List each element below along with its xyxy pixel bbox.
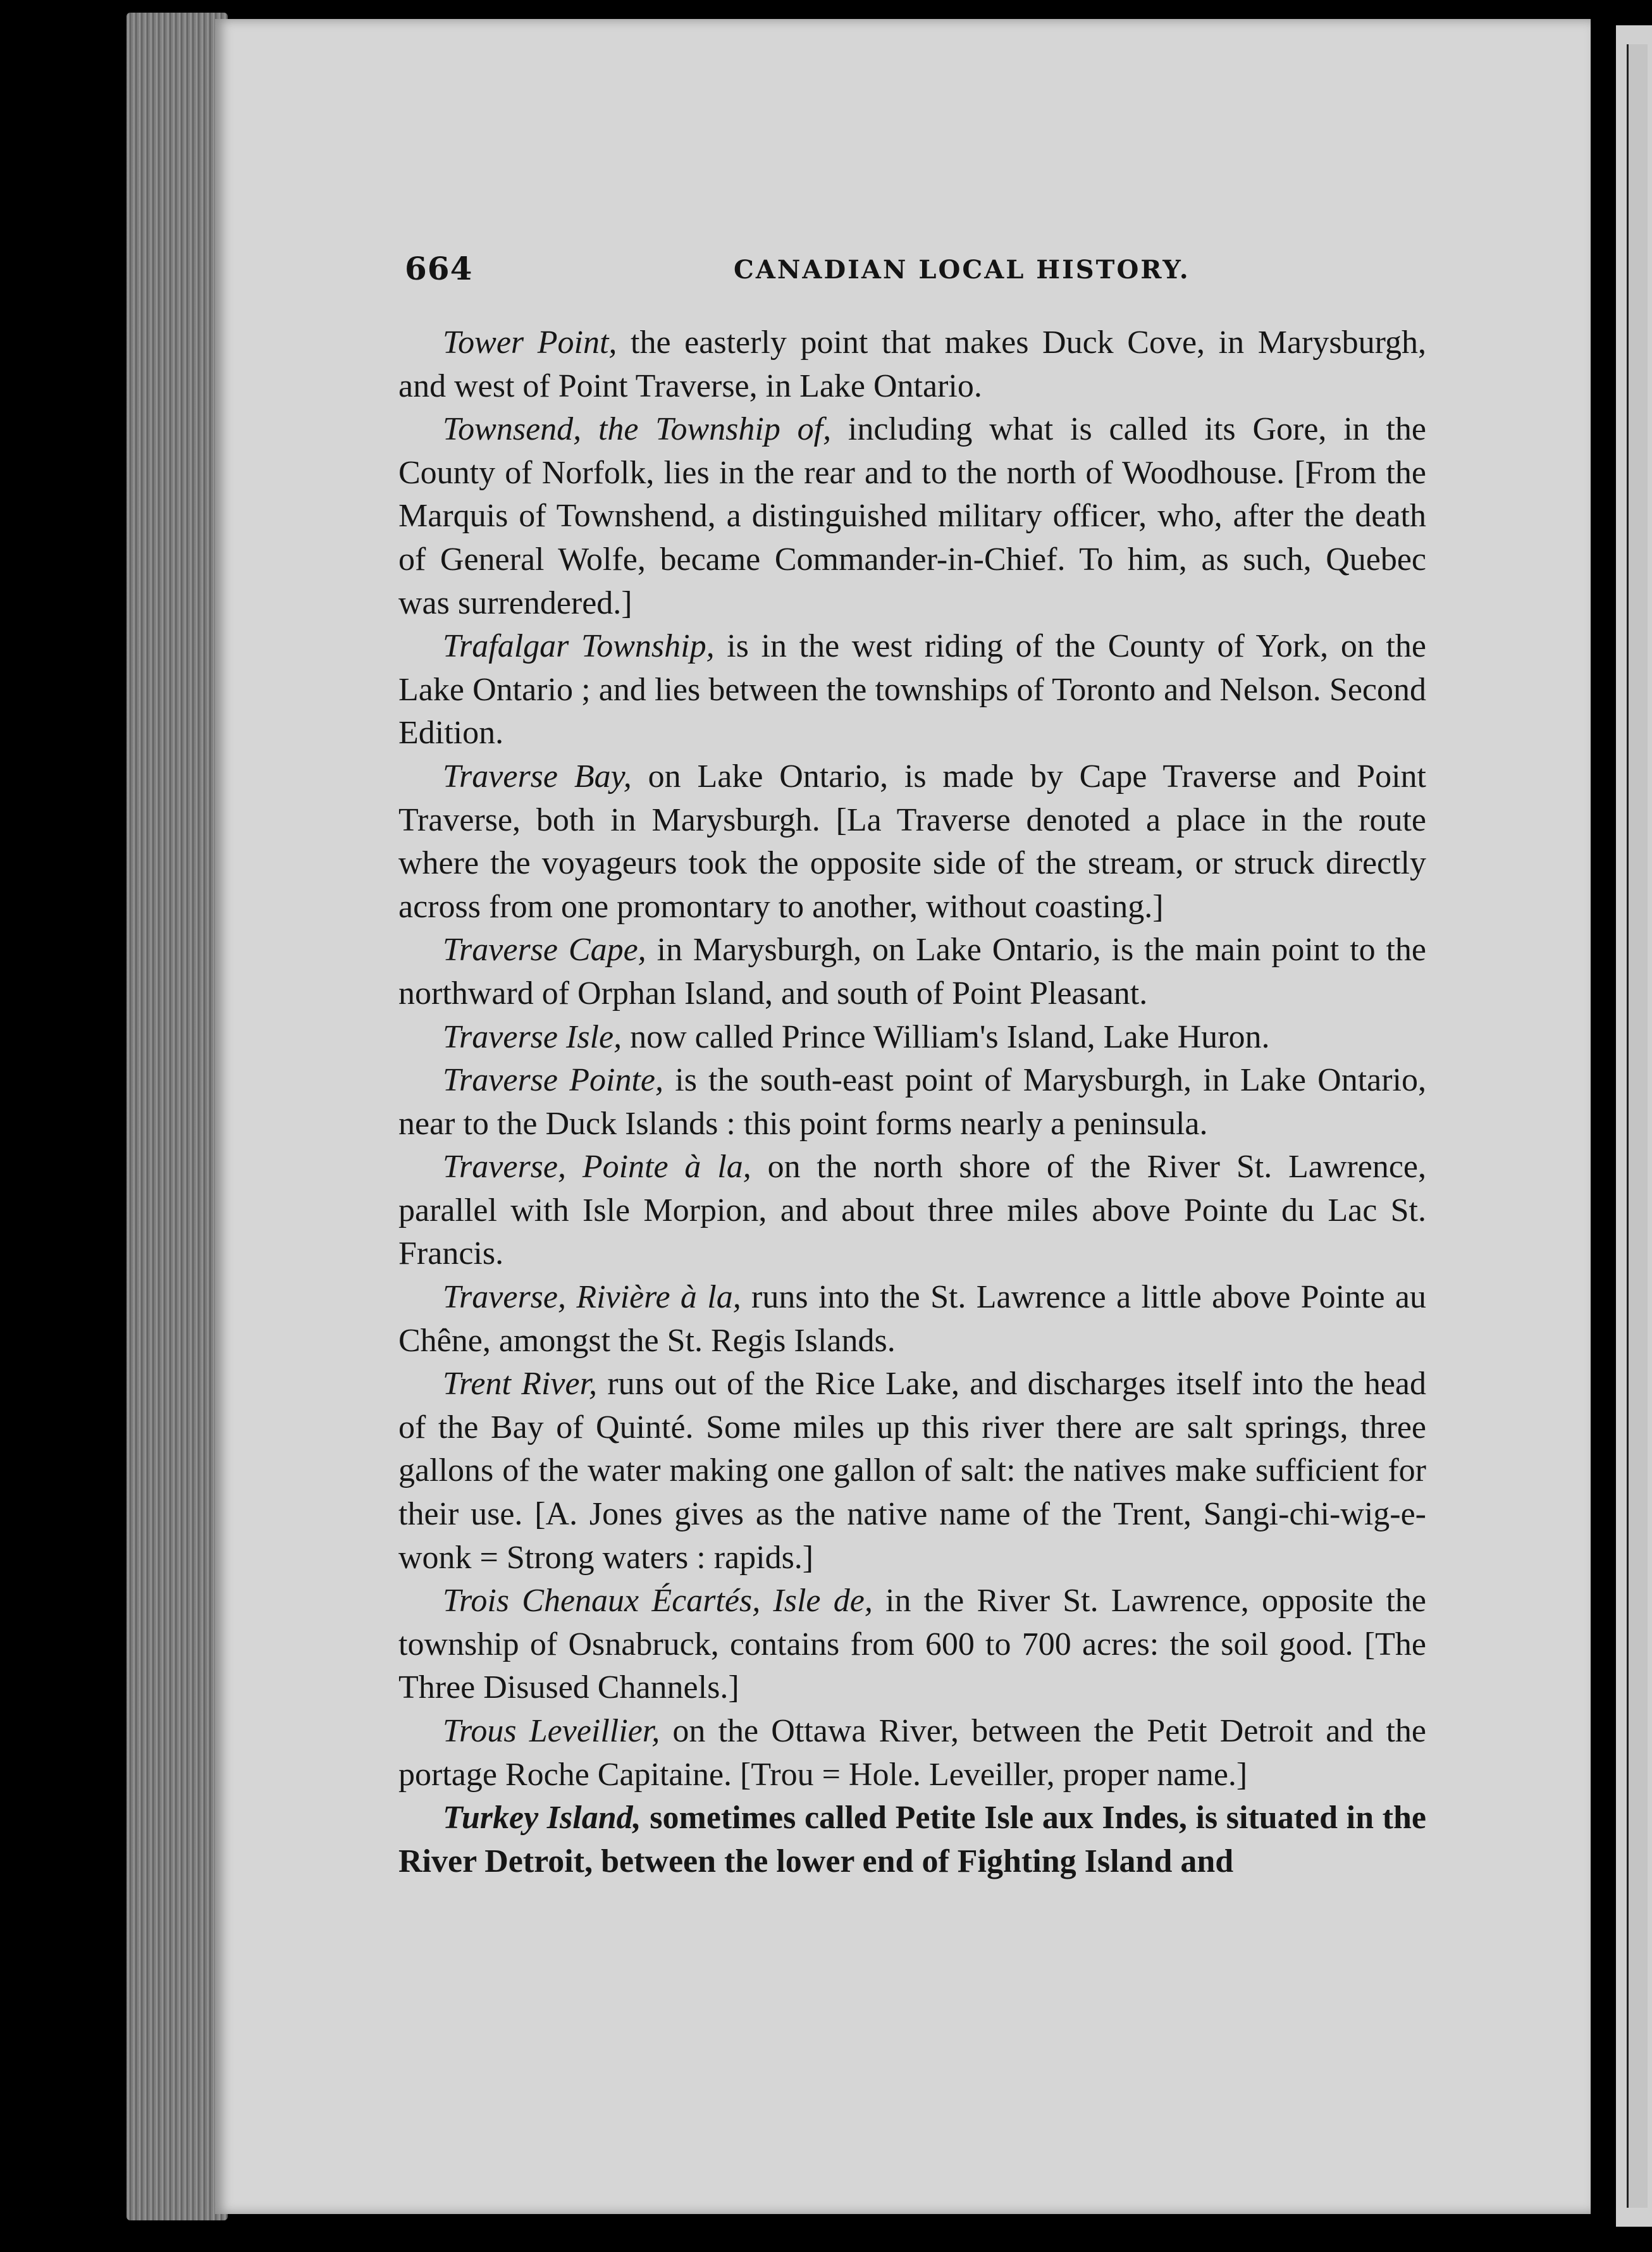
entry-text: including what is called its Gore, in the County of Norfolk, lies in the rear and to the north of Woodhouse. [From the Marquis of Townshend, a distinguished military officer, who, after the death of General Wolfe, became Commander-in-Chief. To him, as such, Quebec was surrendered.] (398, 411, 1427, 621)
entry-term: Trous Leveillier, (443, 1713, 660, 1749)
entry-term: Traverse, Rivière à la, (443, 1279, 741, 1316)
entry-paragraph (398, 929, 1426, 1015)
entry-text: is the south-east point of Marysburgh, in Lake Ontario, near to the Duck Islands : this point forms nearly a peninsula. (398, 1062, 1426, 1142)
entry-text: on the north shore of the River St. Lawrence, parallel with Isle Morpion, and about three miles above Pointe du Lac St. Francis. (398, 1149, 1426, 1272)
entry-paragraph (398, 1146, 1426, 1276)
entry-text: in the River St. Lawrence, opposite the township of Osnabruck, contains from 600 to 700 acres: the soil good. [The Three Disused Channels.] (398, 1583, 1427, 1706)
entry-term: Trent River, (443, 1366, 598, 1402)
entry-text: is in the west riding of the County of York, on the Lake Ontario ; and lies between the townships of Toronto and Nelson. Second Edition. (398, 628, 1426, 752)
entry-term: Traverse, Pointe à la, (443, 1149, 751, 1185)
entry-paragraph (398, 755, 1426, 929)
entry-term: Turkey Island, (443, 1800, 641, 1836)
entry-text: runs into the St. Lawrence a little above Pointe au Chêne, amongst the St. Regis Islands. (398, 1279, 1427, 1359)
entry-term: Traverse Cape, (443, 932, 646, 968)
running-title: CANADIAN LOCAL HISTORY. (734, 255, 1190, 285)
entry-term: Tower Point, (443, 325, 617, 361)
body-text (398, 321, 1426, 1883)
entry-paragraph (398, 625, 1426, 755)
entry-text: the easterly point that makes Duck Cove, in Marysburgh, and west of Point Traverse, in Lake Ontario. (398, 325, 1426, 404)
entry-term: Traverse Bay, (443, 758, 632, 795)
entry-text: on the Ottawa River, between the Petit Detroit and the portage Roche Capitaine. [Trou = Hole. Leveiller, proper name.] (398, 1713, 1426, 1793)
entry-paragraph (398, 1059, 1426, 1146)
entry-paragraph (398, 1363, 1426, 1580)
entry-term: Traverse Pointe, (443, 1062, 663, 1099)
entry-term: Townsend, the Township of, (443, 411, 832, 448)
entry-paragraph (398, 1016, 1426, 1060)
entry-term: Traverse Isle, (443, 1018, 622, 1055)
page-number: 664 (405, 250, 473, 287)
entry-paragraph (398, 408, 1426, 625)
entry-text: now called Prince William's Island, Lake Huron. (622, 1018, 1270, 1055)
entry-text: sometimes called Petite Isle aux Indes, is situated in the River Detroit, between the lower end of Fighting Island and (398, 1800, 1426, 1879)
entry-paragraph (398, 1797, 1426, 1883)
entry-text: on Lake Ontario, is made by Cape Traverse and Point Traverse, both in Marysburgh. [La Traverse denoted a place in the route where the voyageurs took the opposite side of the stream, or struck directly across from one promontary to another, without coasting.] (398, 758, 1426, 925)
entry-paragraph (398, 1710, 1426, 1797)
entry-term: Trafalgar Township, (443, 628, 715, 665)
book-page-edges (126, 13, 228, 2220)
entry-paragraph (398, 321, 1426, 408)
entry-term: Trois Chenaux Écartés, Isle de, (443, 1583, 873, 1619)
entry-paragraph (398, 1580, 1426, 1710)
page-header (405, 250, 1417, 288)
facing-page-border (1627, 44, 1648, 2208)
entry-text: in Marysburgh, on Lake Ontario, is the main point to the northward of Orphan Island, and south of Point Pleasant. (398, 932, 1427, 1012)
entry-paragraph (398, 1276, 1426, 1363)
entry-text: runs out of the Rice Lake, and discharges itself into the head of the Bay of Quinté. Some miles up this river there are salt springs, three gallons of the water making one gallon of salt: the natives make sufficient for their use. [A. Jones gives as the native name of the Trent, Sangi-chi-wig-e-wonk = Strong waters : rapids.] (398, 1366, 1427, 1576)
